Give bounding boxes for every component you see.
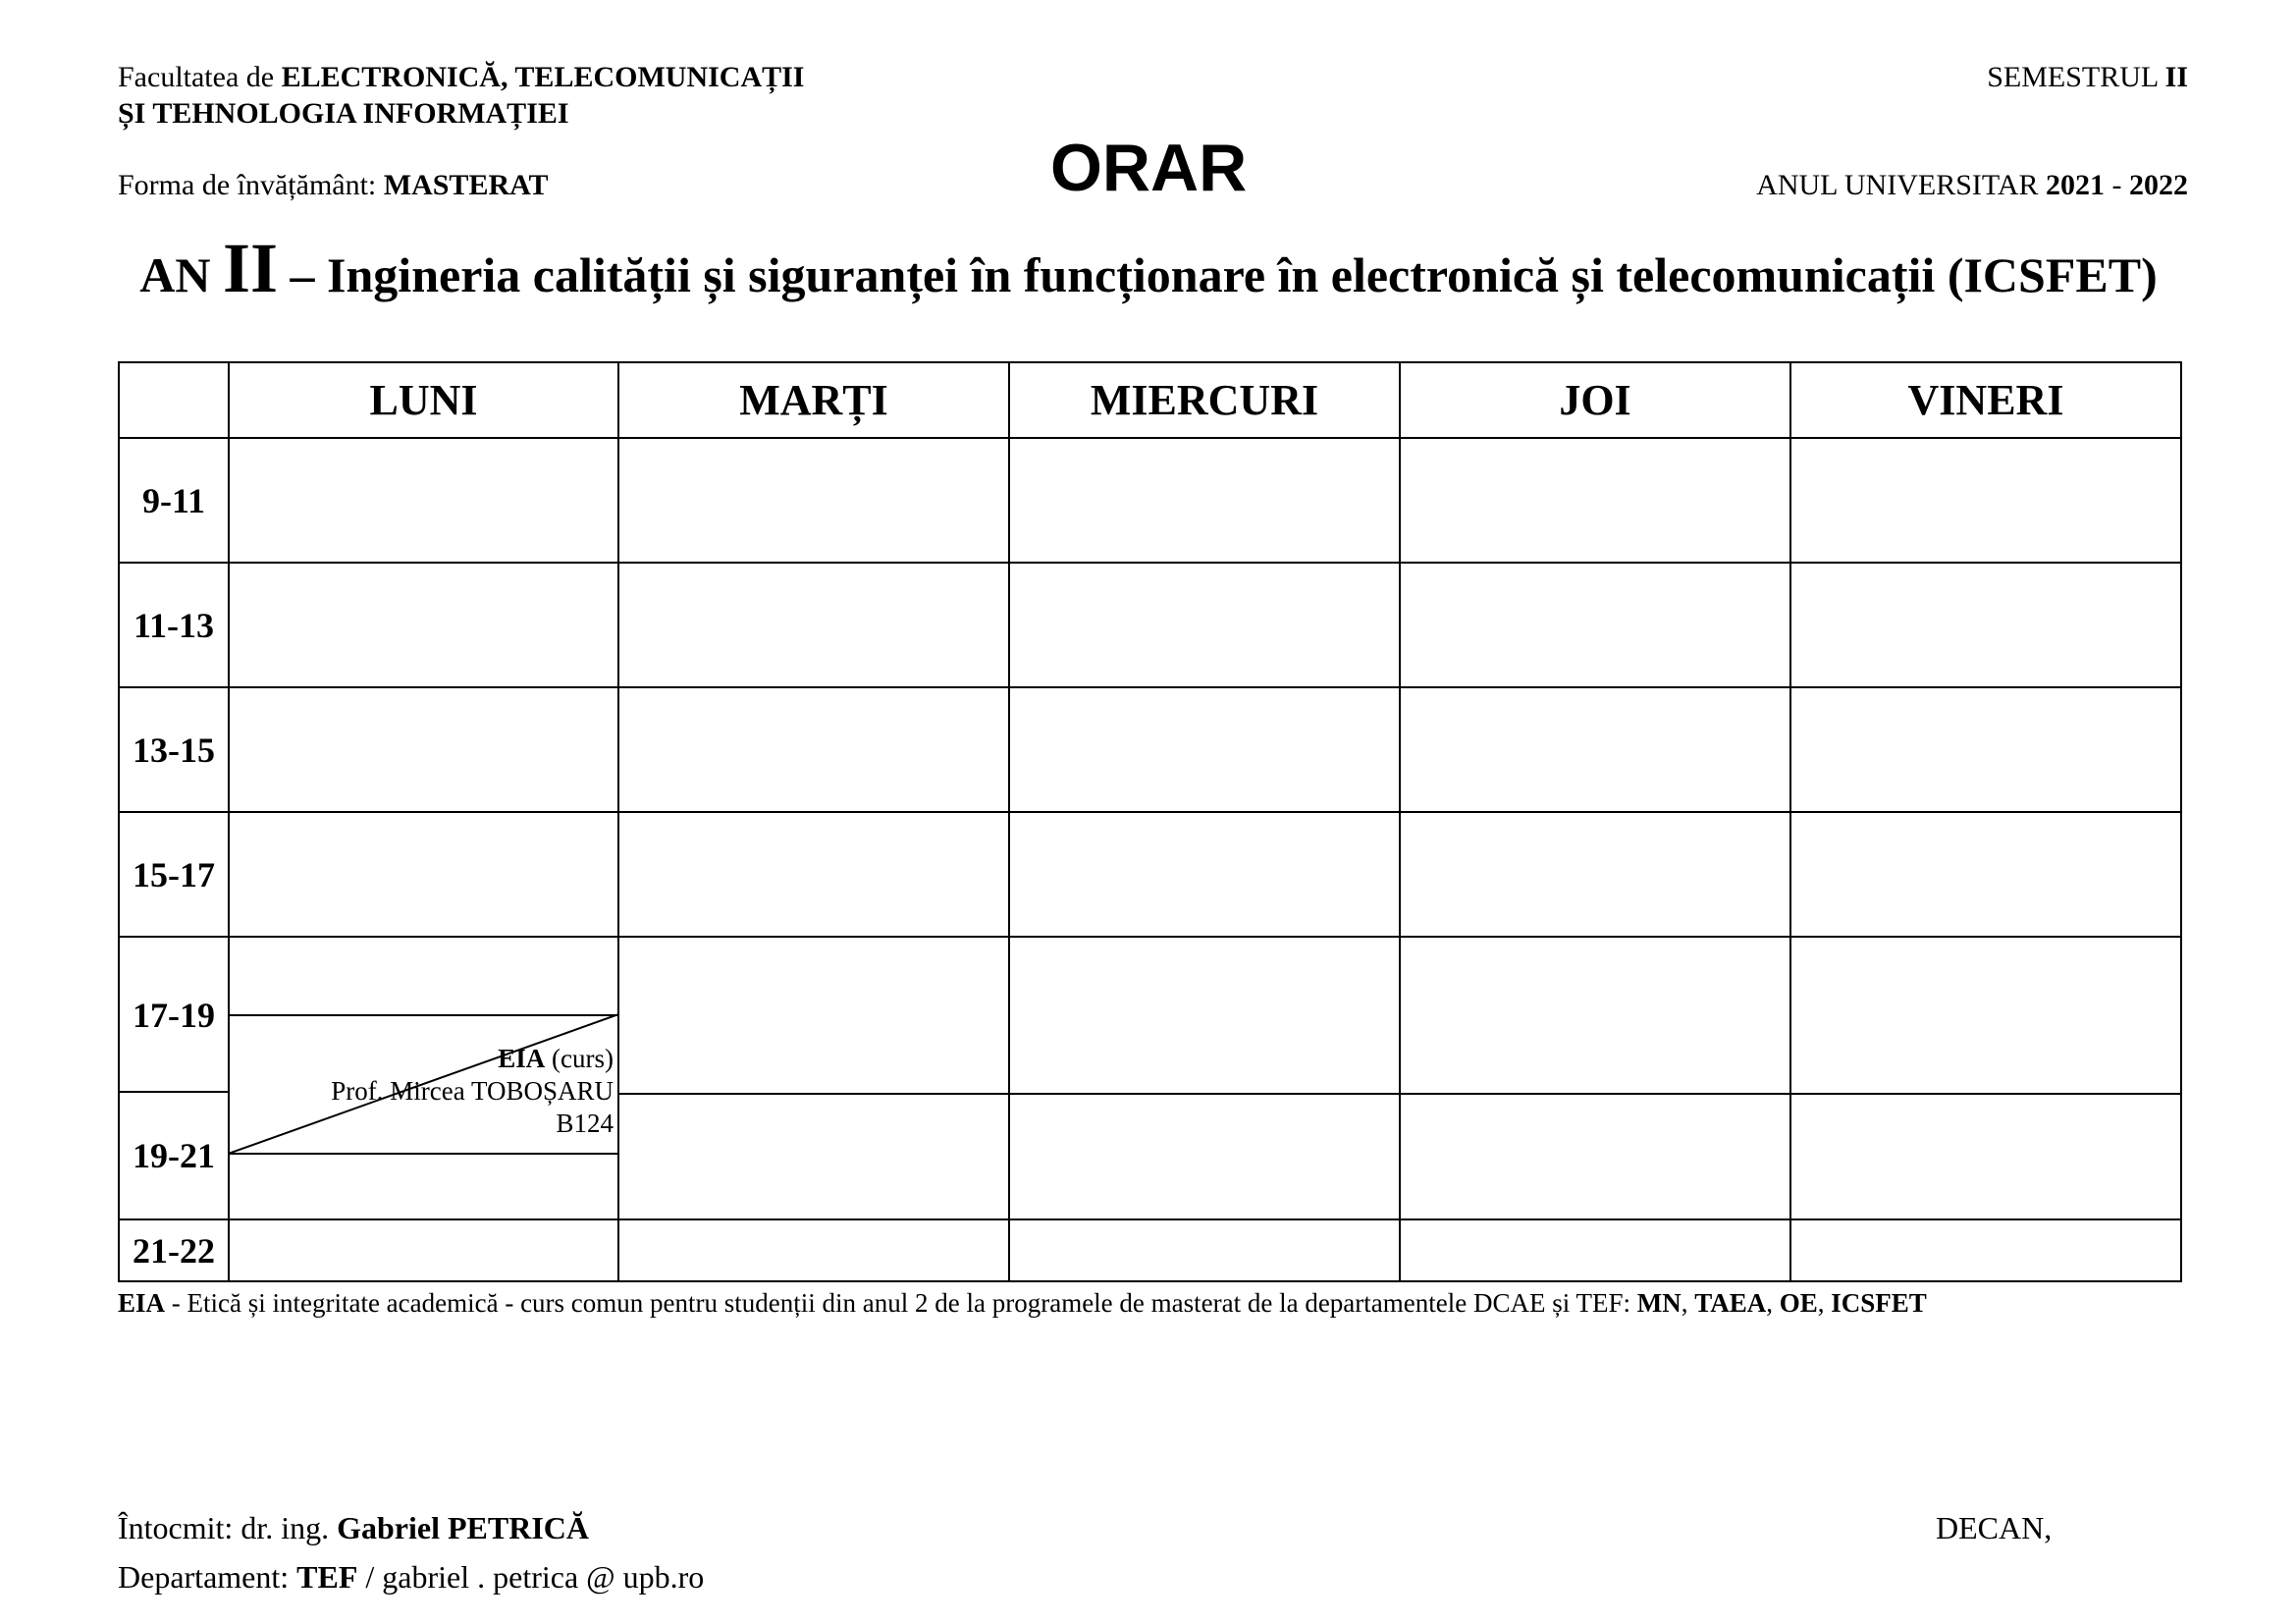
schedule-cell	[1009, 1219, 1400, 1281]
half-slot-divider	[1010, 1093, 1399, 1095]
course-room: B124	[556, 1109, 614, 1138]
footnote	[118, 1288, 1927, 1319]
time-slot: 11-13	[119, 563, 229, 687]
schedule-cell	[618, 687, 1009, 812]
time-slot-17-19: 17-19	[133, 996, 215, 1035]
program-title	[118, 231, 2179, 312]
separator: ,	[1817, 1288, 1832, 1318]
half-slot-divider	[619, 1093, 1008, 1095]
schedule-cell	[618, 812, 1009, 937]
semester	[1987, 59, 2188, 95]
department	[118, 1559, 704, 1596]
days-header-row	[119, 362, 2181, 438]
schedule-cell	[618, 937, 1009, 1219]
department-label: Departament:	[118, 1559, 297, 1595]
day-header-marti: MARȚI	[618, 362, 1009, 438]
half-slot-divider	[1401, 1093, 1789, 1095]
schedule-cell	[229, 1219, 618, 1281]
program-icsfet: ICSFET	[1831, 1288, 1927, 1318]
schedule-cell	[229, 812, 618, 937]
day-header-vineri: VINERI	[1790, 362, 2181, 438]
schedule-cell	[618, 438, 1009, 563]
schedule-cell	[618, 1219, 1009, 1281]
schedule-cell	[229, 687, 618, 812]
semester-label: SEMESTRUL	[1987, 61, 2165, 93]
schedule-cell	[1790, 1219, 2181, 1281]
faculty-prefix: Facultatea de	[118, 61, 282, 93]
table-row	[119, 937, 2181, 1092]
faculty-line2: ȘI TEHNOLOGIA INFORMAȚIEI	[118, 97, 569, 130]
prepared-by	[118, 1510, 589, 1546]
schedule-cell	[229, 563, 618, 687]
academic-year-start: 2021	[2046, 169, 2105, 201]
schedule-cell	[1400, 812, 1790, 937]
schedule-cell	[1400, 438, 1790, 563]
corner-cell	[119, 362, 229, 438]
course-code: EIA	[498, 1044, 546, 1073]
course-type: (curs)	[545, 1044, 614, 1073]
half-slot-divider	[1791, 1093, 2180, 1095]
timetable	[118, 361, 2182, 1282]
time-slot: 13-15	[119, 687, 229, 812]
schedule-cell	[1790, 438, 2181, 563]
study-form	[118, 167, 549, 203]
faculty-name	[118, 59, 804, 132]
schedule-cell	[1790, 687, 2181, 812]
time-slot: 15-17	[119, 812, 229, 937]
study-form-value: MASTERAT	[383, 169, 549, 201]
table-row	[119, 1219, 2181, 1281]
table-row	[119, 438, 2181, 563]
contact-email: / gabriel . petrica @ upb.ro	[357, 1559, 705, 1595]
document-title: ORAR	[1050, 131, 1248, 205]
program-mn: MN	[1636, 1288, 1682, 1318]
schedule-cell	[1790, 812, 2181, 937]
time-slot	[119, 937, 229, 1092]
course-teacher: Prof. Mircea TOBOȘARU	[331, 1076, 614, 1106]
schedule-cell	[1400, 687, 1790, 812]
course-entry	[331, 1043, 614, 1140]
academic-year-label: ANUL UNIVERSITAR	[1756, 169, 2046, 201]
separator: ,	[1766, 1288, 1780, 1318]
day-header-joi: JOI	[1400, 362, 1790, 438]
schedule-cell	[1400, 563, 1790, 687]
program-taea: TAEA	[1694, 1288, 1767, 1318]
year-label: AN	[139, 247, 223, 302]
table-row	[119, 812, 2181, 937]
time-slot: 9-11	[119, 438, 229, 563]
schedule-cell	[1400, 937, 1790, 1219]
semester-value: II	[2164, 61, 2188, 93]
academic-year-end: 2022	[2129, 169, 2188, 201]
schedule-cell	[1009, 438, 1400, 563]
academic-year-separator: -	[2105, 169, 2129, 201]
faculty-line1: ELECTRONICĂ, TELECOMUNICAȚII	[281, 61, 805, 93]
department-value: TEF	[296, 1559, 358, 1595]
schedule-cell	[229, 438, 618, 563]
academic-year	[1756, 167, 2188, 203]
schedule-cell	[1790, 937, 2181, 1219]
time-slot-19-21: 19-21	[119, 1092, 229, 1219]
schedule-cell	[618, 563, 1009, 687]
footnote-text: - Etică și integritate academică - curs comun pentru studenții din anul 2 de la programele de masterat de la departamentele DCAE și TEF:	[165, 1288, 1637, 1318]
year-value: II	[222, 229, 279, 307]
program-oe: OE	[1779, 1288, 1818, 1318]
time-slot: 21-22	[119, 1219, 229, 1281]
prepared-name: Gabriel PETRICĂ	[337, 1510, 589, 1545]
prepared-label: Întocmit: dr. ing.	[118, 1510, 338, 1545]
day-header-miercuri: MIERCURI	[1009, 362, 1400, 438]
schedule-cell	[1400, 1219, 1790, 1281]
program-name: – Ingineria calității și siguranței în funcționare în electronică și telecomunicații (ICSFET)	[278, 247, 2158, 302]
day-header-luni: LUNI	[229, 362, 618, 438]
table-row	[119, 563, 2181, 687]
separator: ,	[1681, 1288, 1695, 1318]
table-row	[119, 687, 2181, 812]
schedule-cell-luni-17-21	[229, 937, 618, 1219]
schedule-cell	[1790, 563, 2181, 687]
schedule-cell	[1009, 563, 1400, 687]
schedule-cell	[1009, 687, 1400, 812]
schedule-cell	[1009, 812, 1400, 937]
schedule-cell	[1009, 937, 1400, 1219]
footnote-code: EIA	[118, 1288, 166, 1318]
dean-signature-label: DECAN,	[1936, 1510, 2053, 1545]
study-form-label: Forma de învățământ:	[118, 169, 384, 201]
